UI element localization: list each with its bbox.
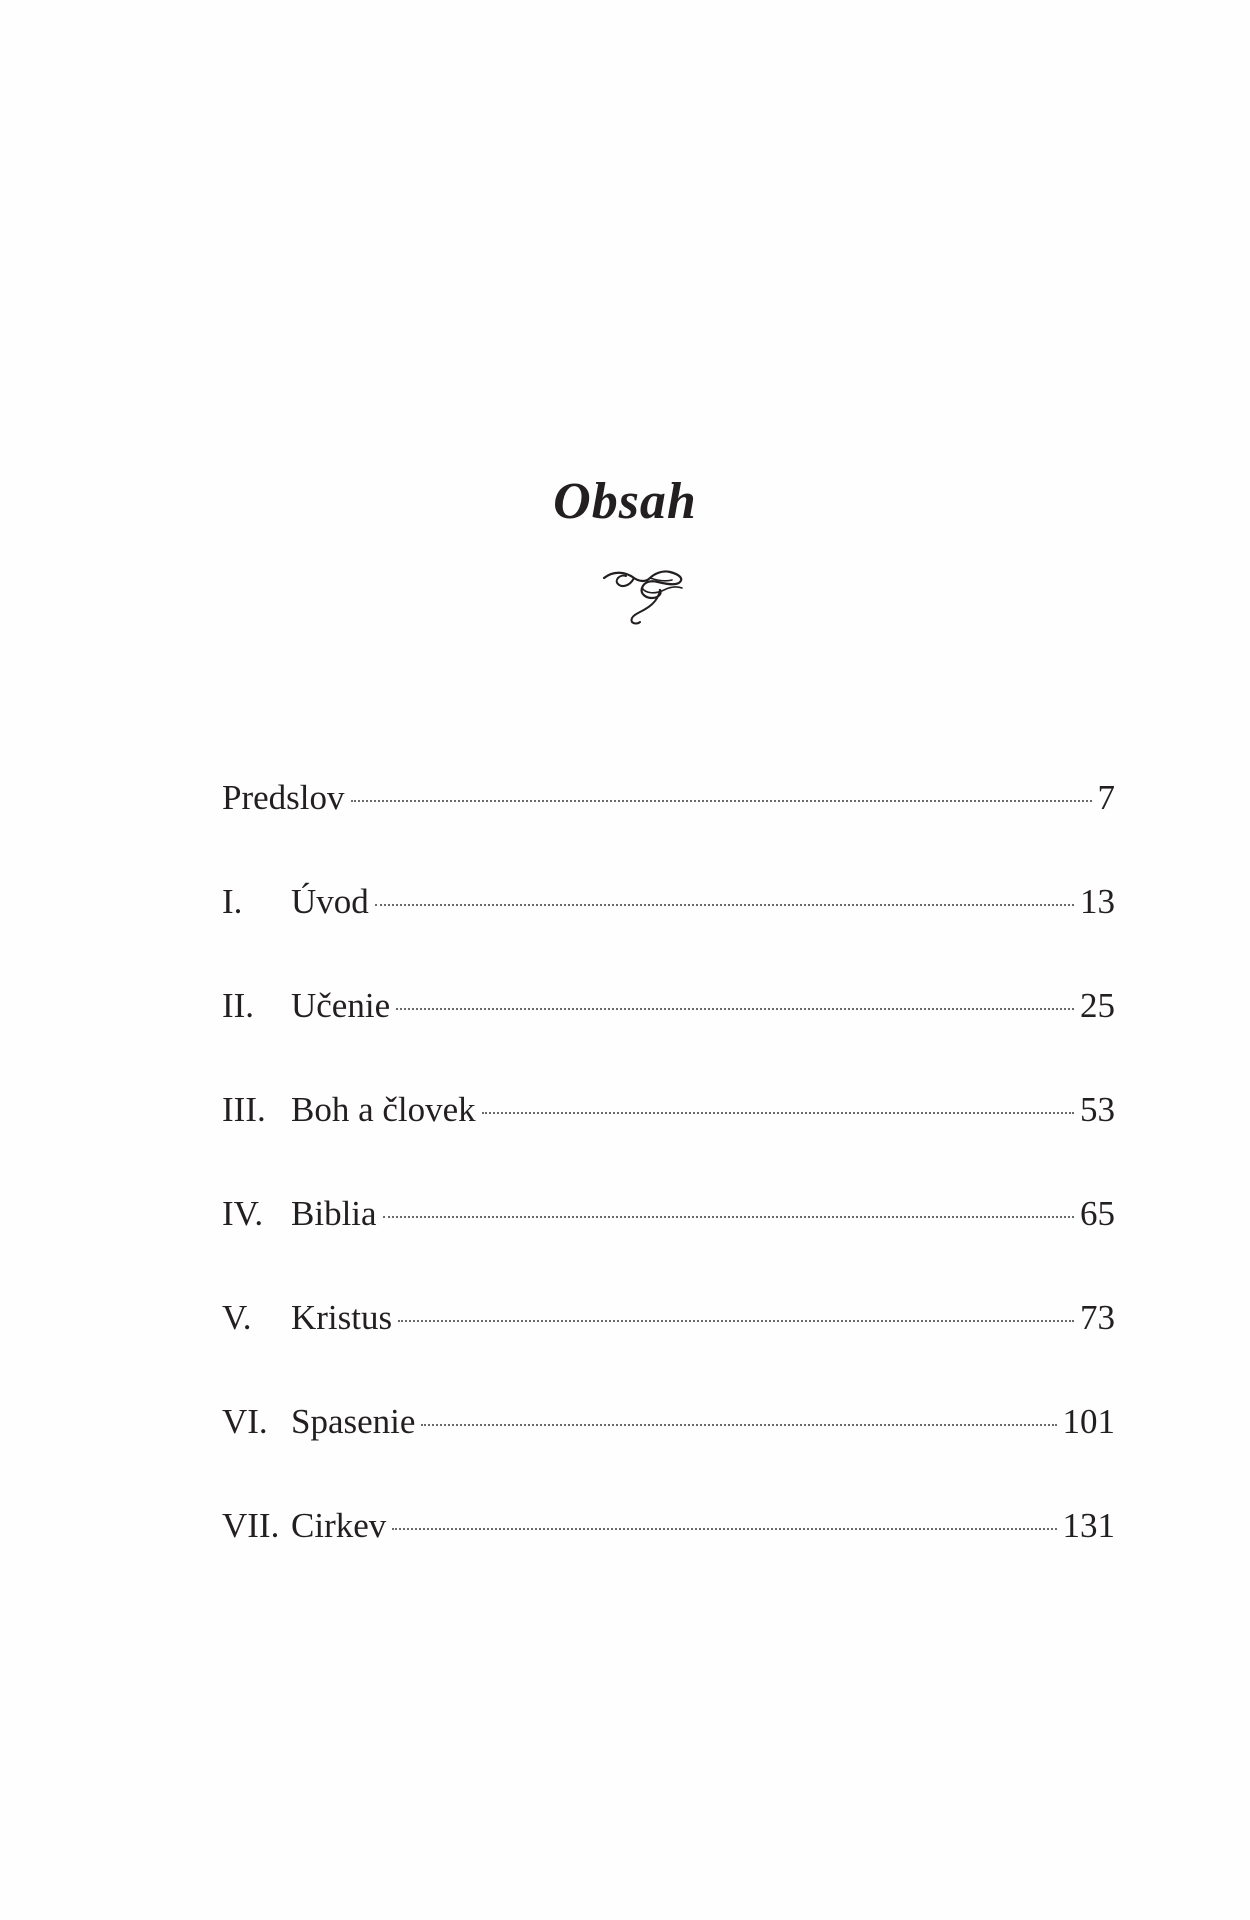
toc-page-number: 25 [1080, 986, 1115, 1025]
toc-entry-chapter-5[interactable] [222, 1290, 1115, 1394]
toc-chapter-number: IV. [222, 1194, 264, 1233]
toc-page-number: 101 [1062, 1402, 1115, 1441]
toc-chapter-number: III. [222, 1090, 266, 1129]
toc-page-number: 73 [1080, 1298, 1115, 1337]
toc-entry-label: Boh a človek [291, 1090, 476, 1129]
toc-entry-chapter-7[interactable] [222, 1498, 1115, 1602]
toc-entry-chapter-2[interactable] [222, 978, 1115, 1082]
toc-dot-leader [375, 904, 1074, 906]
toc-page-number: 7 [1097, 778, 1115, 817]
toc-chapter-number: VI. [222, 1402, 268, 1441]
toc-entry-label: Úvod [291, 882, 369, 921]
toc-chapter-number: VII. [222, 1506, 280, 1545]
toc-entry-label: Biblia [291, 1194, 377, 1233]
toc-entry-label: Predslov [222, 778, 345, 817]
toc-dot-leader [396, 1008, 1074, 1010]
toc-entry-label: Kristus [291, 1298, 393, 1337]
toc-entry-preface[interactable] [222, 770, 1115, 874]
toc-entry-label: Spasenie [291, 1402, 416, 1441]
toc-entry-chapter-6[interactable] [222, 1394, 1115, 1498]
toc-entry-chapter-4[interactable] [222, 1186, 1115, 1290]
toc-page-number: 131 [1062, 1506, 1115, 1545]
toc-dot-leader [421, 1424, 1056, 1426]
toc-page-number: 65 [1080, 1194, 1115, 1233]
toc-chapter-number: II. [222, 986, 255, 1025]
page-title: Obsah [553, 473, 697, 530]
toc-entry-chapter-1[interactable] [222, 874, 1115, 978]
flourish-ornament-icon [600, 560, 690, 630]
table-of-contents [222, 770, 1115, 1602]
toc-page-number: 13 [1080, 882, 1115, 921]
toc-dot-leader [398, 1320, 1074, 1322]
toc-dot-leader [383, 1216, 1074, 1218]
toc-dot-leader [392, 1528, 1056, 1530]
toc-dot-leader [482, 1112, 1074, 1114]
toc-entry-chapter-3[interactable] [222, 1082, 1115, 1186]
toc-entry-label: Cirkev [291, 1506, 387, 1545]
toc-entry-label: Učenie [291, 986, 391, 1025]
toc-page-number: 53 [1080, 1090, 1115, 1129]
toc-chapter-number: I. [222, 882, 243, 921]
toc-dot-leader [351, 800, 1092, 802]
toc-chapter-number: V. [222, 1298, 252, 1337]
